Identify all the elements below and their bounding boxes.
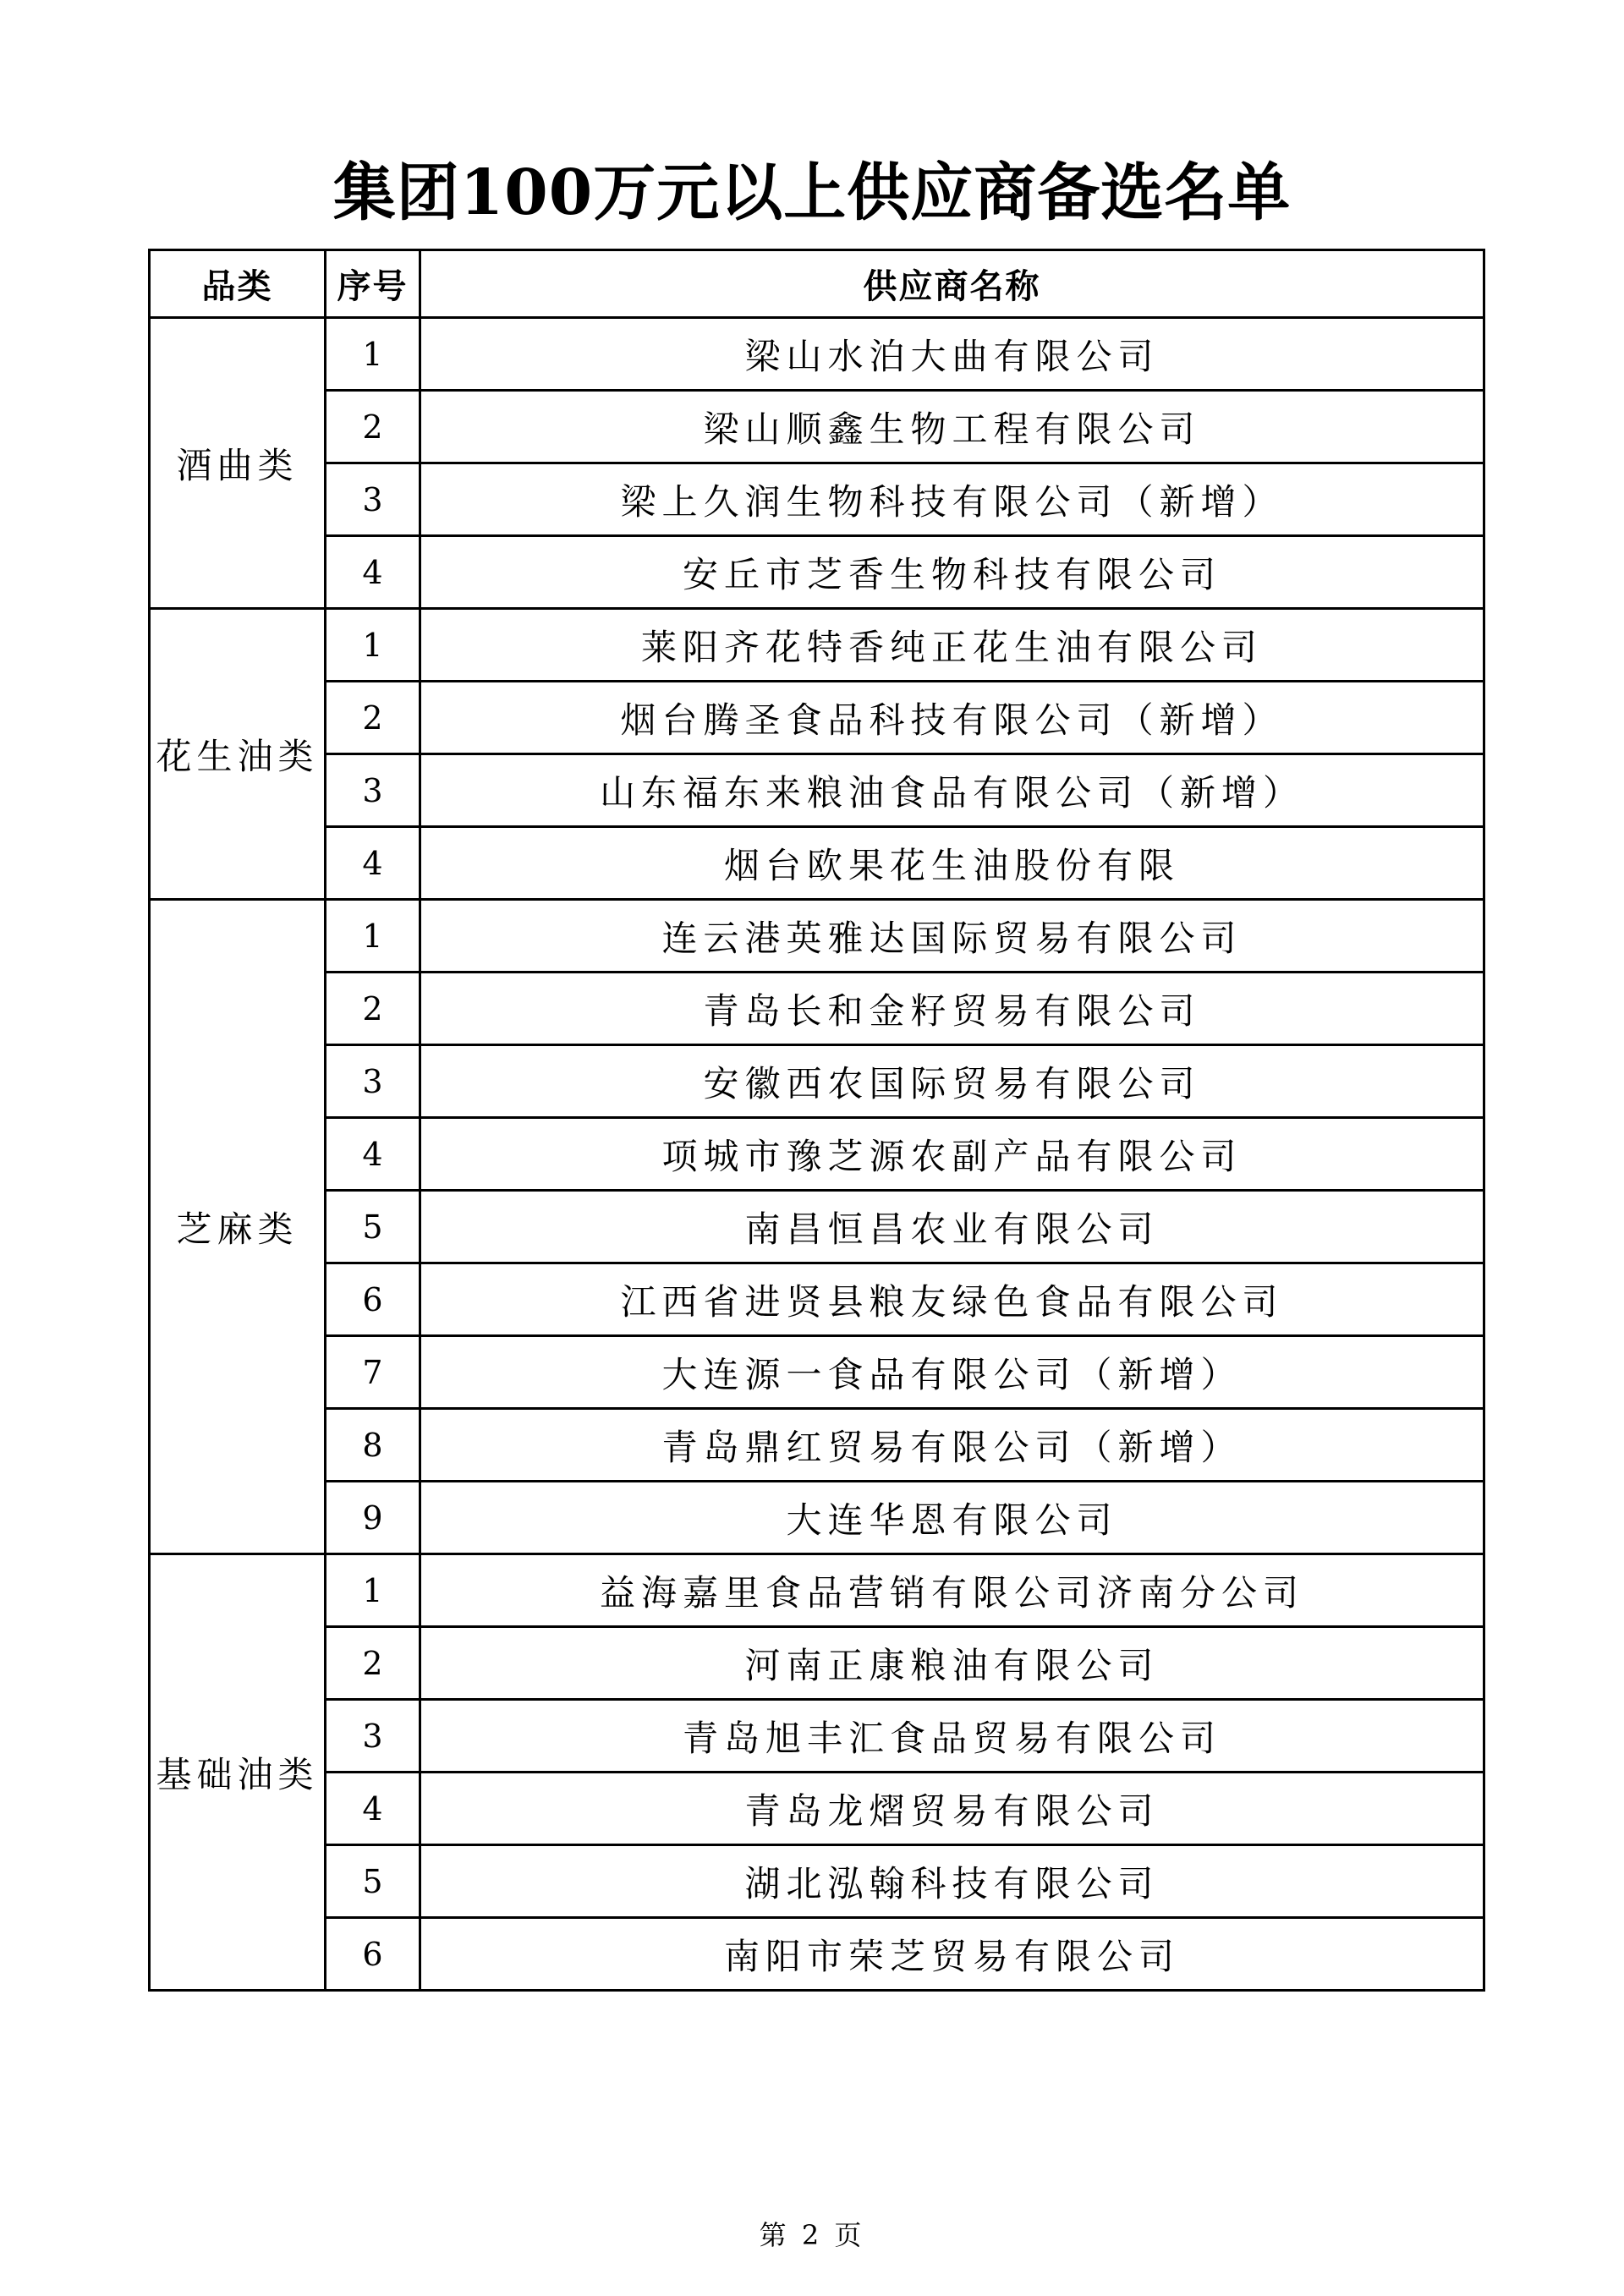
table-row <box>150 1918 1484 1991</box>
category-cell: 基础油类 <box>150 1554 326 1991</box>
row-number-cell: 1 <box>326 1554 420 1627</box>
table-header-row <box>150 250 1484 318</box>
category-cell: 酒曲类 <box>150 318 326 609</box>
page-number: 第 2 页 <box>759 2219 865 2251</box>
table-row <box>150 900 1484 973</box>
table-body <box>150 318 1484 1991</box>
table-row <box>150 1409 1484 1482</box>
row-number-cell: 3 <box>326 463 420 536</box>
supplier-name-cell: 烟台欧果花生油股份有限 <box>420 827 1484 900</box>
supplier-name-cell: 大连华恩有限公司 <box>420 1482 1484 1554</box>
table-row <box>150 827 1484 900</box>
row-number-cell: 3 <box>326 1700 420 1773</box>
supplier-name-cell: 连云港英雅达国际贸易有限公司 <box>420 900 1484 973</box>
table-row <box>150 754 1484 827</box>
table-row <box>150 973 1484 1045</box>
row-number-cell: 2 <box>326 1627 420 1700</box>
row-number-cell: 4 <box>326 827 420 900</box>
row-number-cell: 3 <box>326 1045 420 1118</box>
supplier-name-cell: 益海嘉里食品营销有限公司济南分公司 <box>420 1554 1484 1627</box>
supplier-name-cell: 大连源一食品有限公司（新增） <box>420 1336 1484 1409</box>
supplier-name-cell: 青岛鼎红贸易有限公司（新增） <box>420 1409 1484 1482</box>
header-supplier-name: 供应商名称 <box>420 250 1484 318</box>
category-cell: 花生油类 <box>150 609 326 900</box>
supplier-table <box>148 249 1485 1992</box>
table-row <box>150 1627 1484 1700</box>
row-number-cell: 3 <box>326 754 420 827</box>
supplier-name-cell: 项城市豫芝源农副产品有限公司 <box>420 1118 1484 1191</box>
page-title: 集团100万元以上供应商备选名单 <box>332 156 1292 229</box>
supplier-name-cell: 青岛龙熠贸易有限公司 <box>420 1773 1484 1845</box>
table-row <box>150 1191 1484 1263</box>
table-row <box>150 1045 1484 1118</box>
supplier-name-cell: 青岛旭丰汇食品贸易有限公司 <box>420 1700 1484 1773</box>
table-row <box>150 1336 1484 1409</box>
table-row <box>150 1700 1484 1773</box>
row-number-cell: 1 <box>326 900 420 973</box>
table-row <box>150 1118 1484 1191</box>
supplier-name-cell: 河南正康粮油有限公司 <box>420 1627 1484 1700</box>
supplier-name-cell: 安徽西农国际贸易有限公司 <box>420 1045 1484 1118</box>
supplier-name-cell: 南昌恒昌农业有限公司 <box>420 1191 1484 1263</box>
row-number-cell: 6 <box>326 1918 420 1991</box>
row-number-cell: 5 <box>326 1845 420 1918</box>
table-row <box>150 682 1484 754</box>
row-number-cell: 8 <box>326 1409 420 1482</box>
row-number-cell: 1 <box>326 609 420 682</box>
supplier-name-cell: 安丘市芝香生物科技有限公司 <box>420 536 1484 609</box>
supplier-name-cell: 烟台腾圣食品科技有限公司（新增） <box>420 682 1484 754</box>
header-category: 品类 <box>150 250 326 318</box>
row-number-cell: 4 <box>326 1118 420 1191</box>
row-number-cell: 2 <box>326 682 420 754</box>
table-row <box>150 391 1484 463</box>
supplier-name-cell: 青岛长和金籽贸易有限公司 <box>420 973 1484 1045</box>
table-row <box>150 1845 1484 1918</box>
row-number-cell: 4 <box>326 1773 420 1845</box>
supplier-name-cell: 山东福东来粮油食品有限公司（新增） <box>420 754 1484 827</box>
table-row <box>150 536 1484 609</box>
row-number-cell: 1 <box>326 318 420 391</box>
table-row <box>150 1554 1484 1627</box>
supplier-name-cell: 湖北泓翰科技有限公司 <box>420 1845 1484 1918</box>
supplier-name-cell: 梁山顺鑫生物工程有限公司 <box>420 391 1484 463</box>
table-row <box>150 1263 1484 1336</box>
row-number-cell: 6 <box>326 1263 420 1336</box>
table-row <box>150 1773 1484 1845</box>
supplier-name-cell: 江西省进贤县粮友绿色食品有限公司 <box>420 1263 1484 1336</box>
table-row <box>150 1482 1484 1554</box>
supplier-name-cell: 梁山水泊大曲有限公司 <box>420 318 1484 391</box>
category-cell: 芝麻类 <box>150 900 326 1554</box>
row-number-cell: 4 <box>326 536 420 609</box>
row-number-cell: 5 <box>326 1191 420 1263</box>
table-row <box>150 609 1484 682</box>
row-number-cell: 7 <box>326 1336 420 1409</box>
table-row <box>150 318 1484 391</box>
table-row <box>150 463 1484 536</box>
supplier-name-cell: 南阳市荣芝贸易有限公司 <box>420 1918 1484 1991</box>
row-number-cell: 2 <box>326 973 420 1045</box>
supplier-name-cell: 梁上久润生物科技有限公司（新增） <box>420 463 1484 536</box>
row-number-cell: 2 <box>326 391 420 463</box>
supplier-name-cell: 莱阳齐花特香纯正花生油有限公司 <box>420 609 1484 682</box>
header-number: 序号 <box>326 250 420 318</box>
row-number-cell: 9 <box>326 1482 420 1554</box>
